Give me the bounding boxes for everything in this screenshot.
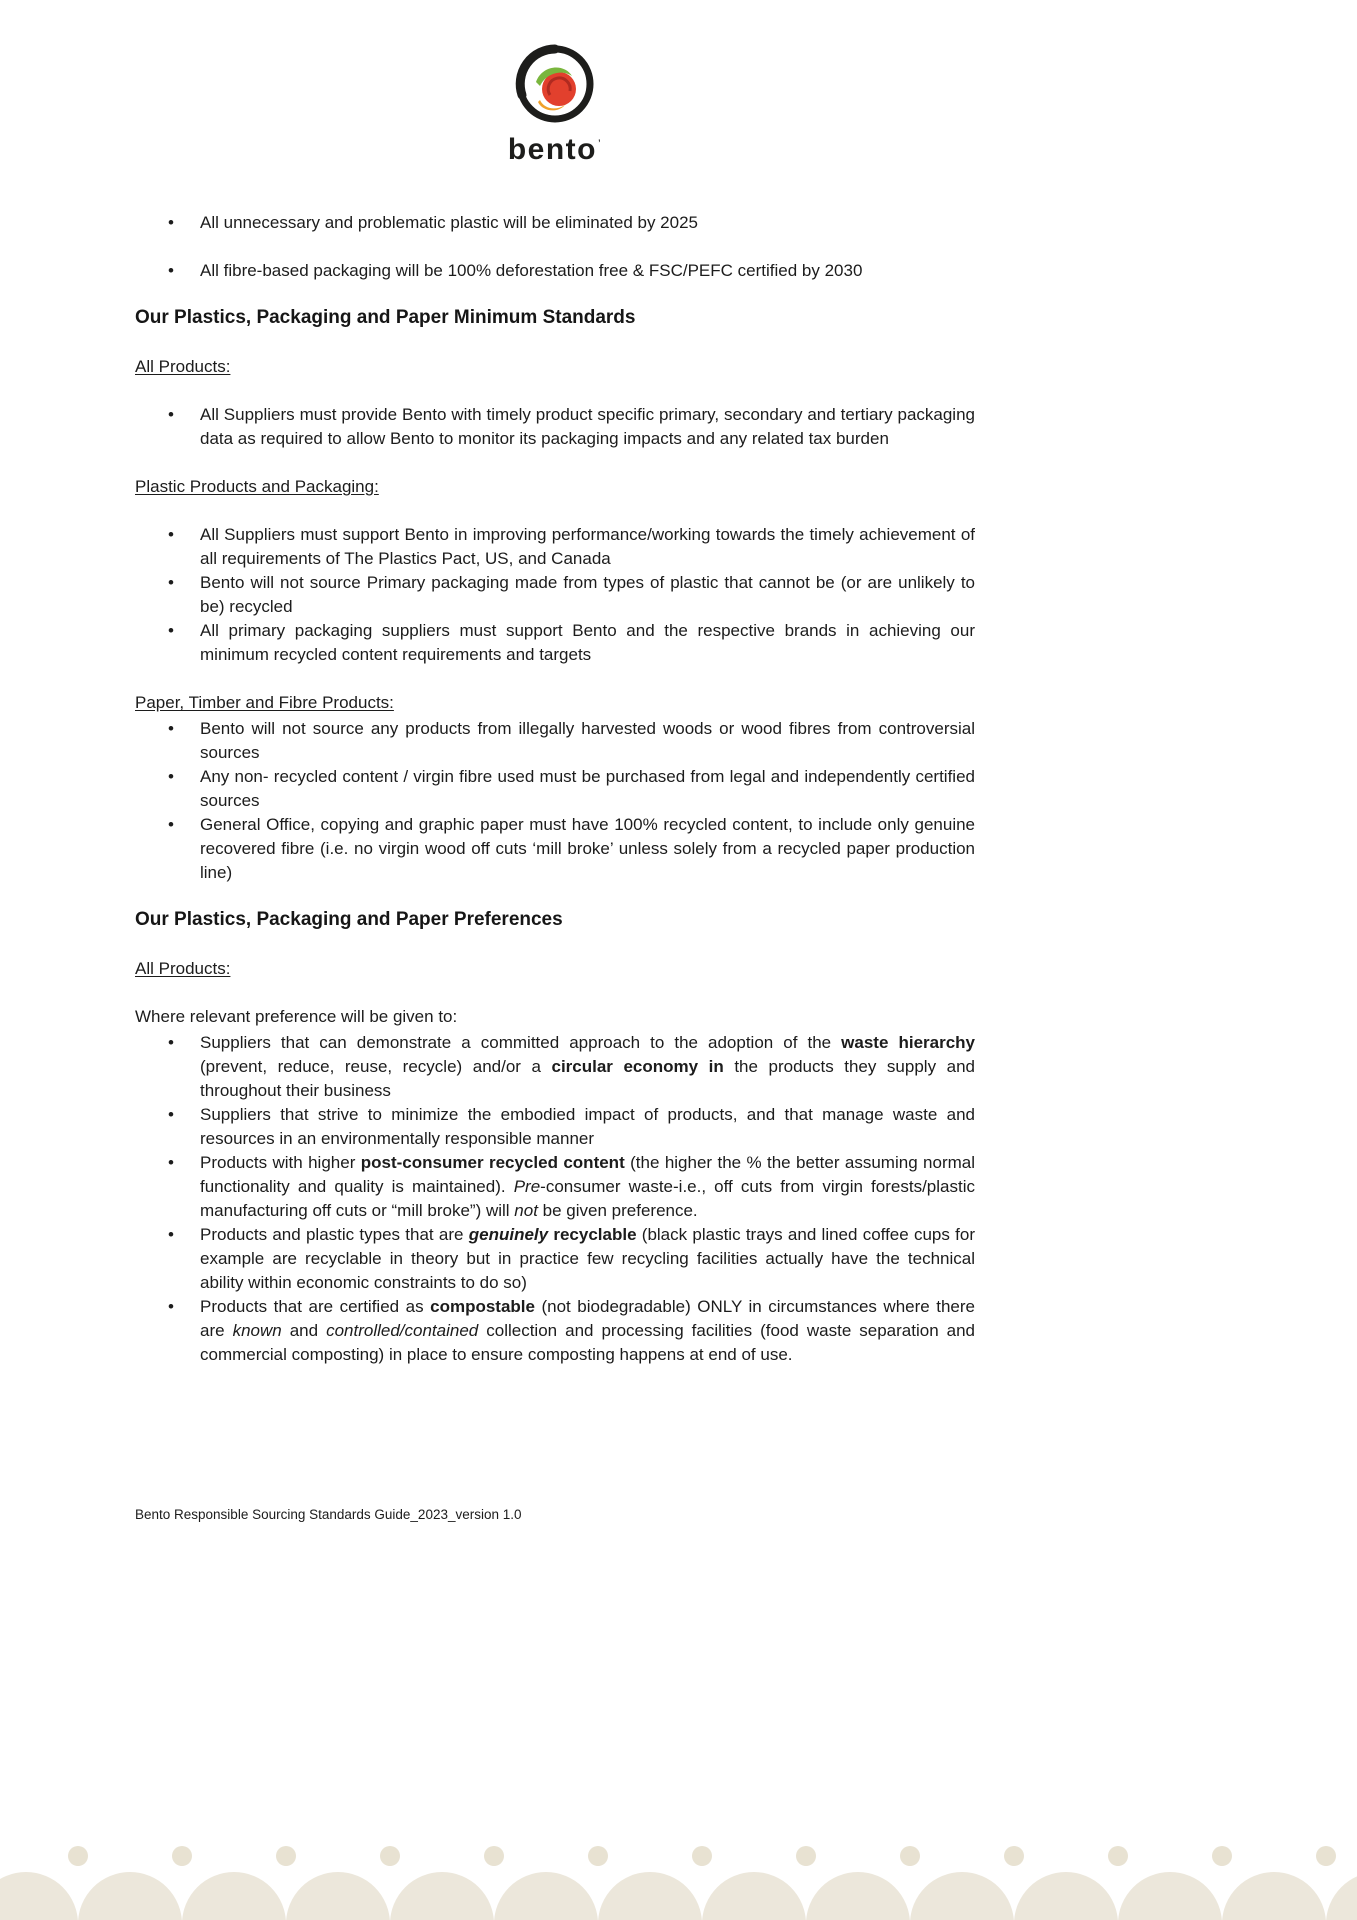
text-segment: known	[232, 1321, 282, 1340]
text-segment: compostable	[430, 1297, 535, 1316]
bullet-item	[135, 523, 975, 571]
bullet-text	[200, 717, 975, 765]
subsection-row	[135, 355, 975, 379]
bullet-marker-icon: •	[168, 525, 174, 544]
bullet-marker-icon: •	[168, 1297, 174, 1316]
brand-logo-icon	[480, 36, 630, 132]
bullet-text	[200, 259, 975, 283]
text-segment: (not biodegradable) ONLY in circumstances where there are	[200, 1297, 975, 1340]
bullet-item	[135, 1151, 975, 1223]
text-segment: Any non- recycled content / virgin fibre used must be purchased from legal and independently certified sources	[200, 767, 975, 810]
text-segment: and	[281, 1321, 327, 1340]
text-segment: All fibre-based packaging will be 100% deforestation free & FSC/PEFC certified by 2030	[200, 261, 863, 280]
text-segment: All Suppliers must support Bento in improving performance/working towards the timely achievement of all requirements of The Plastics Pact, US, and Canada	[200, 525, 975, 568]
bullet-item	[135, 571, 975, 619]
subsection-row	[135, 475, 975, 499]
bullet-list	[135, 523, 975, 667]
bullet-item	[135, 717, 975, 765]
bullet-item	[135, 1223, 975, 1295]
bullet-marker-icon: •	[168, 573, 174, 592]
bullet-item	[135, 813, 975, 885]
text-segment: be given preference.	[537, 1201, 698, 1220]
text-segment: Bento will not source any products from illegally harvested woods or wood fibres from controversial sources	[200, 719, 975, 762]
bullet-marker-icon: •	[168, 261, 174, 280]
text-segment: waste hierarchy	[841, 1033, 975, 1052]
bullet-marker-icon: •	[168, 1033, 174, 1052]
bullet-text	[200, 403, 975, 451]
bullet-item	[135, 765, 975, 813]
bullet-list	[135, 403, 975, 451]
text-segment: controlled/contained	[326, 1321, 479, 1340]
bullet-text	[200, 211, 975, 235]
subsection-label: All Products:	[135, 959, 231, 978]
document-body	[135, 36, 975, 1367]
text-segment: All Suppliers must provide Bento with timely product specific primary, secondary and tertiary packaging data as required to allow Bento to monitor its packaging impacts and any related tax burden	[200, 405, 975, 448]
section-heading: Our Plastics, Packaging and Paper Minimum Standards	[135, 307, 636, 328]
text-segment: circular economy in	[551, 1057, 724, 1076]
section-heading: Our Plastics, Packaging and Paper Preferences	[135, 909, 563, 930]
bullet-item	[135, 1031, 975, 1103]
trademark-symbol: ’	[597, 137, 603, 151]
bullet-marker-icon: •	[168, 719, 174, 738]
bullet-marker-icon: •	[168, 767, 174, 786]
subsection-label: All Products:	[135, 357, 231, 376]
text-segment: -consumer waste-i.e., off cuts from virgin forests/plastic manufacturing off cuts or “mill broke”) will	[200, 1177, 975, 1220]
text-segment: recyclable	[548, 1225, 637, 1244]
text-segment: (black plastic trays and lined coffee cups for example are recyclable in theory but in practice few recycling facilities actually have the technical ability within economic constraints to do so)	[200, 1225, 975, 1292]
bullet-item	[135, 403, 975, 451]
bullet-list	[135, 1031, 975, 1367]
bullet-text	[200, 523, 975, 571]
bullet-marker-icon: •	[168, 815, 174, 834]
text-segment: not	[514, 1201, 538, 1220]
text-segment: All unnecessary and problematic plastic will be eliminated by 2025	[200, 213, 698, 232]
bullet-list	[135, 211, 975, 283]
bullet-text	[200, 1031, 975, 1103]
text-segment: General Office, copying and graphic paper must have 100% recycled content, to include only genuine recovered fibre (i.e. no virgin wood off cuts ‘mill broke’ unless solely from a recycled paper production line)	[200, 815, 975, 882]
bullet-item	[135, 1295, 975, 1367]
subsection-row	[135, 691, 975, 715]
footer-note: Bento Responsible Sourcing Standards Guide_2023_version 1.0	[135, 1507, 522, 1522]
bullet-text	[200, 1151, 975, 1223]
bullet-text	[200, 1223, 975, 1295]
subsection-label: Paper, Timber and Fibre Products:	[135, 693, 394, 712]
text-segment: Suppliers that can demonstrate a committed approach to the adoption of the	[200, 1033, 842, 1052]
bullet-text	[200, 1103, 975, 1151]
text-segment: Pre	[513, 1177, 541, 1196]
bullet-text	[200, 765, 975, 813]
text-segment: Suppliers that strive to minimize the embodied impact of products, and that manage waste and resources in an environmentally responsible manner	[200, 1105, 975, 1148]
text-segment: (the higher the % the better assuming normal functionality and quality is maintained).	[200, 1153, 976, 1196]
bullet-marker-icon: •	[168, 405, 174, 424]
text-segment: Products and plastic types that are	[200, 1225, 469, 1244]
subsection-label: Plastic Products and Packaging:	[135, 477, 379, 496]
bullet-marker-icon: •	[168, 1105, 174, 1124]
text-segment: Products with higher	[200, 1153, 361, 1172]
text-segment: (prevent, reduce, reuse, recycle) and/or a	[200, 1057, 552, 1076]
bullet-text	[200, 813, 975, 885]
text-segment: All primary packaging suppliers must support Bento and the respective brands in achieving our minimum recycled content requirements and targets	[200, 621, 975, 664]
text-segment: Products that are certified as	[200, 1297, 431, 1316]
bullet-text	[200, 1295, 975, 1367]
bullet-text	[200, 571, 975, 619]
logo	[135, 36, 975, 165]
bullet-item	[135, 259, 975, 283]
scallop-border	[0, 1840, 1357, 1920]
bullet-item	[135, 619, 975, 667]
bullet-list	[135, 717, 975, 885]
brand-wordmark	[508, 135, 602, 165]
bullet-marker-icon: •	[168, 1225, 174, 1244]
text-segment: collection and processing facilities (food waste separation and commercial composting) in place to ensure composting happens at end of use.	[200, 1321, 976, 1364]
brand-name: bento	[507, 133, 597, 166]
text-segment: the products they supply and throughout their business	[200, 1057, 975, 1100]
text-segment: post-consumer recycled content	[360, 1153, 625, 1172]
body-paragraph: Where relevant preference will be given to:	[135, 1007, 458, 1026]
subsection-row	[135, 957, 975, 981]
bullet-item	[135, 1103, 975, 1151]
bullet-marker-icon: •	[168, 1153, 174, 1172]
bullet-marker-icon: •	[168, 213, 174, 232]
bullet-marker-icon: •	[168, 621, 174, 640]
bullet-item	[135, 211, 975, 235]
bullet-text	[200, 619, 975, 667]
text-segment: Bento will not source Primary packaging made from types of plastic that cannot be (or are unlikely to be) recycled	[200, 573, 975, 616]
text-segment: genuinely	[468, 1225, 549, 1244]
